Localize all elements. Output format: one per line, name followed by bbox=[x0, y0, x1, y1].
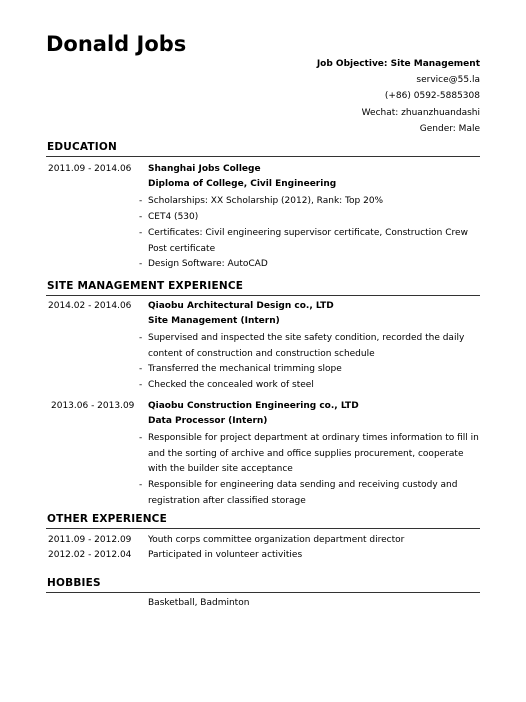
job-role: Site Management (Intern) bbox=[148, 316, 280, 326]
gender: Gender: Male bbox=[419, 123, 480, 134]
email: service@55.la bbox=[416, 75, 480, 86]
activity-date: 2012.02 - 2012.04 bbox=[48, 550, 132, 560]
activity-date: 2011.09 - 2012.09 bbox=[48, 535, 132, 545]
list-item bbox=[139, 362, 479, 378]
contact-block bbox=[317, 56, 480, 137]
section-title-other-experience: OTHER EXPERIENCE bbox=[47, 513, 167, 525]
list-item-text: Transferred the mechanical trimming slope bbox=[148, 364, 342, 374]
list-item bbox=[139, 378, 479, 394]
list-item-text: Certificates: Civil engineering supervisor certificate, Construction Crew Post certificate bbox=[148, 228, 468, 254]
list-item-text: Responsible for project department at ordinary times information to fill in and the sorting of archive and office supplies procurement, cooperate with the builder site acceptance bbox=[148, 433, 479, 474]
section-divider bbox=[46, 592, 480, 593]
school-name: Shanghai Jobs College bbox=[148, 164, 261, 174]
bullet-dash: - bbox=[139, 196, 143, 206]
list-item bbox=[139, 478, 479, 509]
list-item bbox=[139, 257, 479, 273]
list-item-text: Design Software: AutoCAD bbox=[148, 259, 268, 269]
wechat: Wechat: zhuanzhuandashi bbox=[361, 107, 480, 118]
activity-text: Participated in volunteer activities bbox=[148, 550, 303, 560]
list-item bbox=[139, 331, 479, 362]
bullet-dash: - bbox=[139, 364, 143, 374]
job-date: 2014.02 - 2014.06 bbox=[48, 301, 132, 311]
hobbies-text: Basketball, Badminton bbox=[148, 598, 250, 608]
bullet-dash: - bbox=[139, 433, 143, 443]
list-item-text: Checked the concealed work of steel bbox=[148, 380, 314, 390]
degree: Diploma of College, Civil Engineering bbox=[148, 179, 337, 189]
section-title-hobbies: HOBBIES bbox=[47, 577, 101, 589]
company-name: Qiaobu Architectural Design co., LTD bbox=[148, 301, 334, 311]
list-item-text: CET4 (530) bbox=[148, 212, 199, 222]
list-item bbox=[139, 210, 479, 226]
bullet-dash: - bbox=[139, 259, 143, 269]
education-date: 2011.09 - 2014.06 bbox=[48, 164, 132, 174]
company-name: Qiaobu Construction Engineering co., LTD bbox=[148, 401, 359, 411]
section-divider bbox=[46, 156, 480, 157]
section-divider bbox=[46, 295, 480, 296]
bullet-dash: - bbox=[139, 380, 143, 390]
bullet-dash: - bbox=[139, 333, 143, 343]
activity-text: Youth corps committee organization department director bbox=[148, 535, 405, 545]
list-item bbox=[139, 194, 479, 210]
bullet-dash: - bbox=[139, 228, 143, 238]
bullet-dash: - bbox=[139, 212, 143, 222]
job-objective: Job Objective: Site Management bbox=[316, 59, 480, 69]
bullet-dash: - bbox=[139, 480, 143, 490]
job-date: 2013.06 - 2013.09 bbox=[51, 401, 135, 411]
section-title-education: EDUCATION bbox=[47, 141, 118, 153]
section-title-site-experience: SITE MANAGEMENT EXPERIENCE bbox=[47, 280, 244, 292]
list-item-text: Scholarships: XX Scholarship (2012), Rank: Top 20% bbox=[148, 196, 384, 206]
list-item-text: Supervised and inspected the site safety condition, recorded the daily content of construction and construction schedule bbox=[148, 333, 465, 359]
list-item bbox=[139, 226, 479, 257]
job-role: Data Processor (Intern) bbox=[148, 416, 268, 426]
section-divider bbox=[46, 528, 480, 529]
list-item-text: Responsible for engineering data sending and receiving custody and registration after classified storage bbox=[148, 480, 458, 506]
list-item bbox=[139, 431, 479, 478]
phone: (+86) 0592-5885308 bbox=[384, 91, 480, 102]
candidate-name: Donald Jobs bbox=[46, 32, 187, 56]
